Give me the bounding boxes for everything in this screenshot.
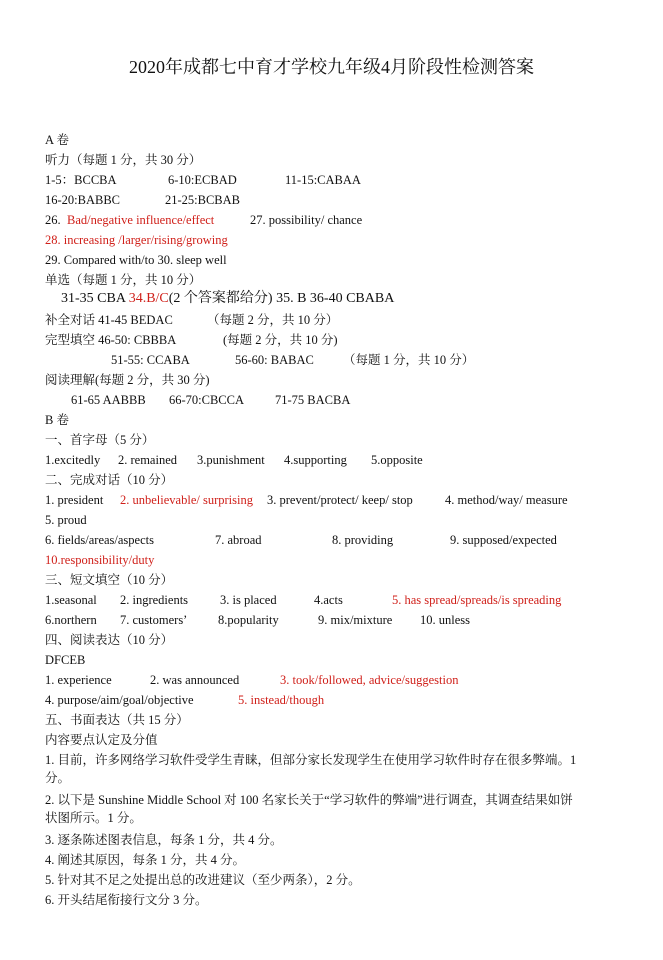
single-choice-heading: 单选（每题 1 分，共 10 分） [45, 273, 202, 287]
dialogue-score-note: （每题 2 分，共 10 分） [207, 313, 339, 327]
b3-answer-5: 5. has spread/spreads/is spreading [392, 593, 562, 607]
answer-71-75: 71-75 BACBA [275, 393, 351, 407]
dialogue-completion-row [45, 311, 605, 329]
cloze-row-2 [45, 351, 605, 369]
b2-answer-3: 3. prevent/protect/ keep/ stop [267, 493, 413, 507]
b2-answer-9: 9. supposed/expected [450, 533, 557, 547]
writing-point-4: 4. 阐述其原因，每条 1 分，共 4 分。 [45, 853, 246, 867]
writing-point-2: 2. 以下是 Sunshine Middle School 对 100 名家长关于“学习软件的弊端”进行调查，其调查结果如饼状图所示。1 分。 [45, 793, 573, 825]
writing-criteria-heading: 内容要点认定及分值 [45, 733, 158, 747]
b3-answer-4: 4.acts [314, 593, 343, 607]
b3-answer-7: 7. customers’ [120, 613, 188, 627]
b3-answer-9: 9. mix/mixture [318, 613, 393, 627]
answer-27: 27. possibility/ chance [250, 213, 363, 227]
b4-answer-2: 2. was announced [150, 673, 240, 687]
writing-point-5: 5. 针对其不足之处提出总的改进建议（至少两条），2 分。 [45, 873, 361, 887]
b2-answer-7: 7. abroad [215, 533, 262, 547]
answer-16-20: 16-20:BABBC [45, 193, 121, 207]
section-a-heading: A 卷 [45, 133, 69, 147]
b2-answer-8: 8. providing [332, 533, 394, 547]
writing-point-6: 6. 开头结尾衔接行文分 3 分。 [45, 893, 208, 907]
section-b-heading: B 卷 [45, 413, 69, 427]
b1-answer-2: 2. remained [118, 453, 178, 467]
answer-28: 28. increasing /larger/rising/growing [45, 233, 228, 247]
writing-point-3: 3. 逐条陈述图表信息，每条 1 分，共 4 分。 [45, 833, 283, 847]
b4-answer-1: 1. experience [45, 673, 112, 687]
b3-row-1 [45, 591, 615, 609]
answer-51-55: 51-55: CCABA [111, 353, 190, 367]
answer-6-10: 6-10:ECBAD [168, 173, 237, 187]
b1-answer-1: 1.excitedly [45, 453, 101, 467]
b3-answer-6: 6.northern [45, 613, 97, 627]
b4-row-1 [45, 671, 605, 689]
reading-heading: 阅读理解(每题 2 分，共 30 分) [45, 373, 210, 387]
b3-answer-10: 10. unless [420, 613, 470, 627]
single-choice-answers [61, 290, 394, 308]
answer-56-60: 56-60: BABAC [235, 353, 314, 367]
answer-34-note: 34.B/C [128, 291, 169, 306]
answer-11-15: 11-15:CABAA [285, 173, 361, 187]
complete-dialogue-heading: 二、完成对话（10 分） [45, 473, 174, 487]
initial-letter-heading: 一、首字母（5 分） [45, 433, 155, 447]
page-title: 2020年成都七中育才学校九年级4月阶段性检测答案 [129, 57, 534, 77]
cloze-row-1 [45, 331, 605, 349]
listening-row-2 [45, 191, 605, 209]
writing-point-1: 1. 目前，许多网络学习软件受学生青睐，但部分家长发现学生在使用学习软件时存在很多弊端。1 分。 [45, 753, 577, 785]
b3-answer-3: 3. is placed [220, 593, 277, 607]
reading-expression-order: DFCEB [45, 653, 86, 667]
b2-answer-1: 1. president [45, 493, 104, 507]
b2-answer-10: 10.responsibility/duty [45, 553, 155, 567]
answer-66-70: 66-70:CBCCA [169, 393, 245, 407]
b3-answer-8: 8.popularity [218, 613, 279, 627]
b2-answer-4: 4. method/way/ measure [445, 493, 568, 507]
answer-46-50: 完型填空 46-50: CBBBA [45, 333, 177, 347]
b4-answer-3: 3. took/followed, advice/suggestion [280, 673, 459, 687]
cloze-score-note-1: (每题 2 分，共 10 分) [223, 333, 338, 347]
answer-1-5: 1-5：BCCBA [45, 173, 117, 187]
writing-heading: 五、书面表达（共 15 分） [45, 713, 189, 727]
b4-answer-4: 4. purpose/aim/goal/objective [45, 693, 194, 707]
b1-answer-3: 3.punishment [197, 453, 265, 467]
reading-answers-row [45, 391, 605, 409]
initial-letter-answers [45, 451, 605, 469]
cloze-score-note-2: （每题 1 分，共 10 分） [343, 353, 475, 367]
passage-fill-heading: 三、短文填空（10 分） [45, 573, 174, 587]
b2-row-3 [45, 531, 605, 549]
reading-expression-heading: 四、阅读表达（10 分） [45, 633, 174, 647]
answer-61-65: 61-65 AABBB [71, 393, 146, 407]
b1-answer-5: 5.opposite [371, 453, 423, 467]
b4-row-2 [45, 691, 605, 709]
b3-answer-1: 1.seasonal [45, 593, 97, 607]
b2-answer-2: 2. unbelievable/ surprising [120, 493, 253, 507]
listening-row-1 [45, 171, 605, 189]
answer-21-25: 21-25:BCBAB [165, 193, 241, 207]
answer-41-45: 补全对话 41-45 BEDAC [45, 313, 173, 327]
answer-31-40-rest: (2 个答案都给分) 35. B 36-40 CBABA [168, 291, 395, 306]
answer-31-35: 31-35 CBA [61, 291, 126, 306]
answer-26-number: 26. [45, 213, 61, 227]
b4-answer-5: 5. instead/though [238, 693, 325, 707]
listening-heading: 听力（每题 1 分，共 30 分） [45, 153, 202, 167]
listening-row-3 [45, 211, 605, 229]
b2-row-1 [45, 491, 605, 509]
b2-answer-6: 6. fields/areas/aspects [45, 533, 154, 547]
answer-29-30: 29. Compared with/to 30. sleep well [45, 253, 227, 267]
b1-answer-4: 4.supporting [284, 453, 347, 467]
b3-answer-2: 2. ingredients [120, 593, 189, 607]
b2-answer-5: 5. proud [45, 513, 87, 527]
answer-26: Bad/negative influence/effect [67, 213, 215, 227]
b3-row-2 [45, 611, 605, 629]
